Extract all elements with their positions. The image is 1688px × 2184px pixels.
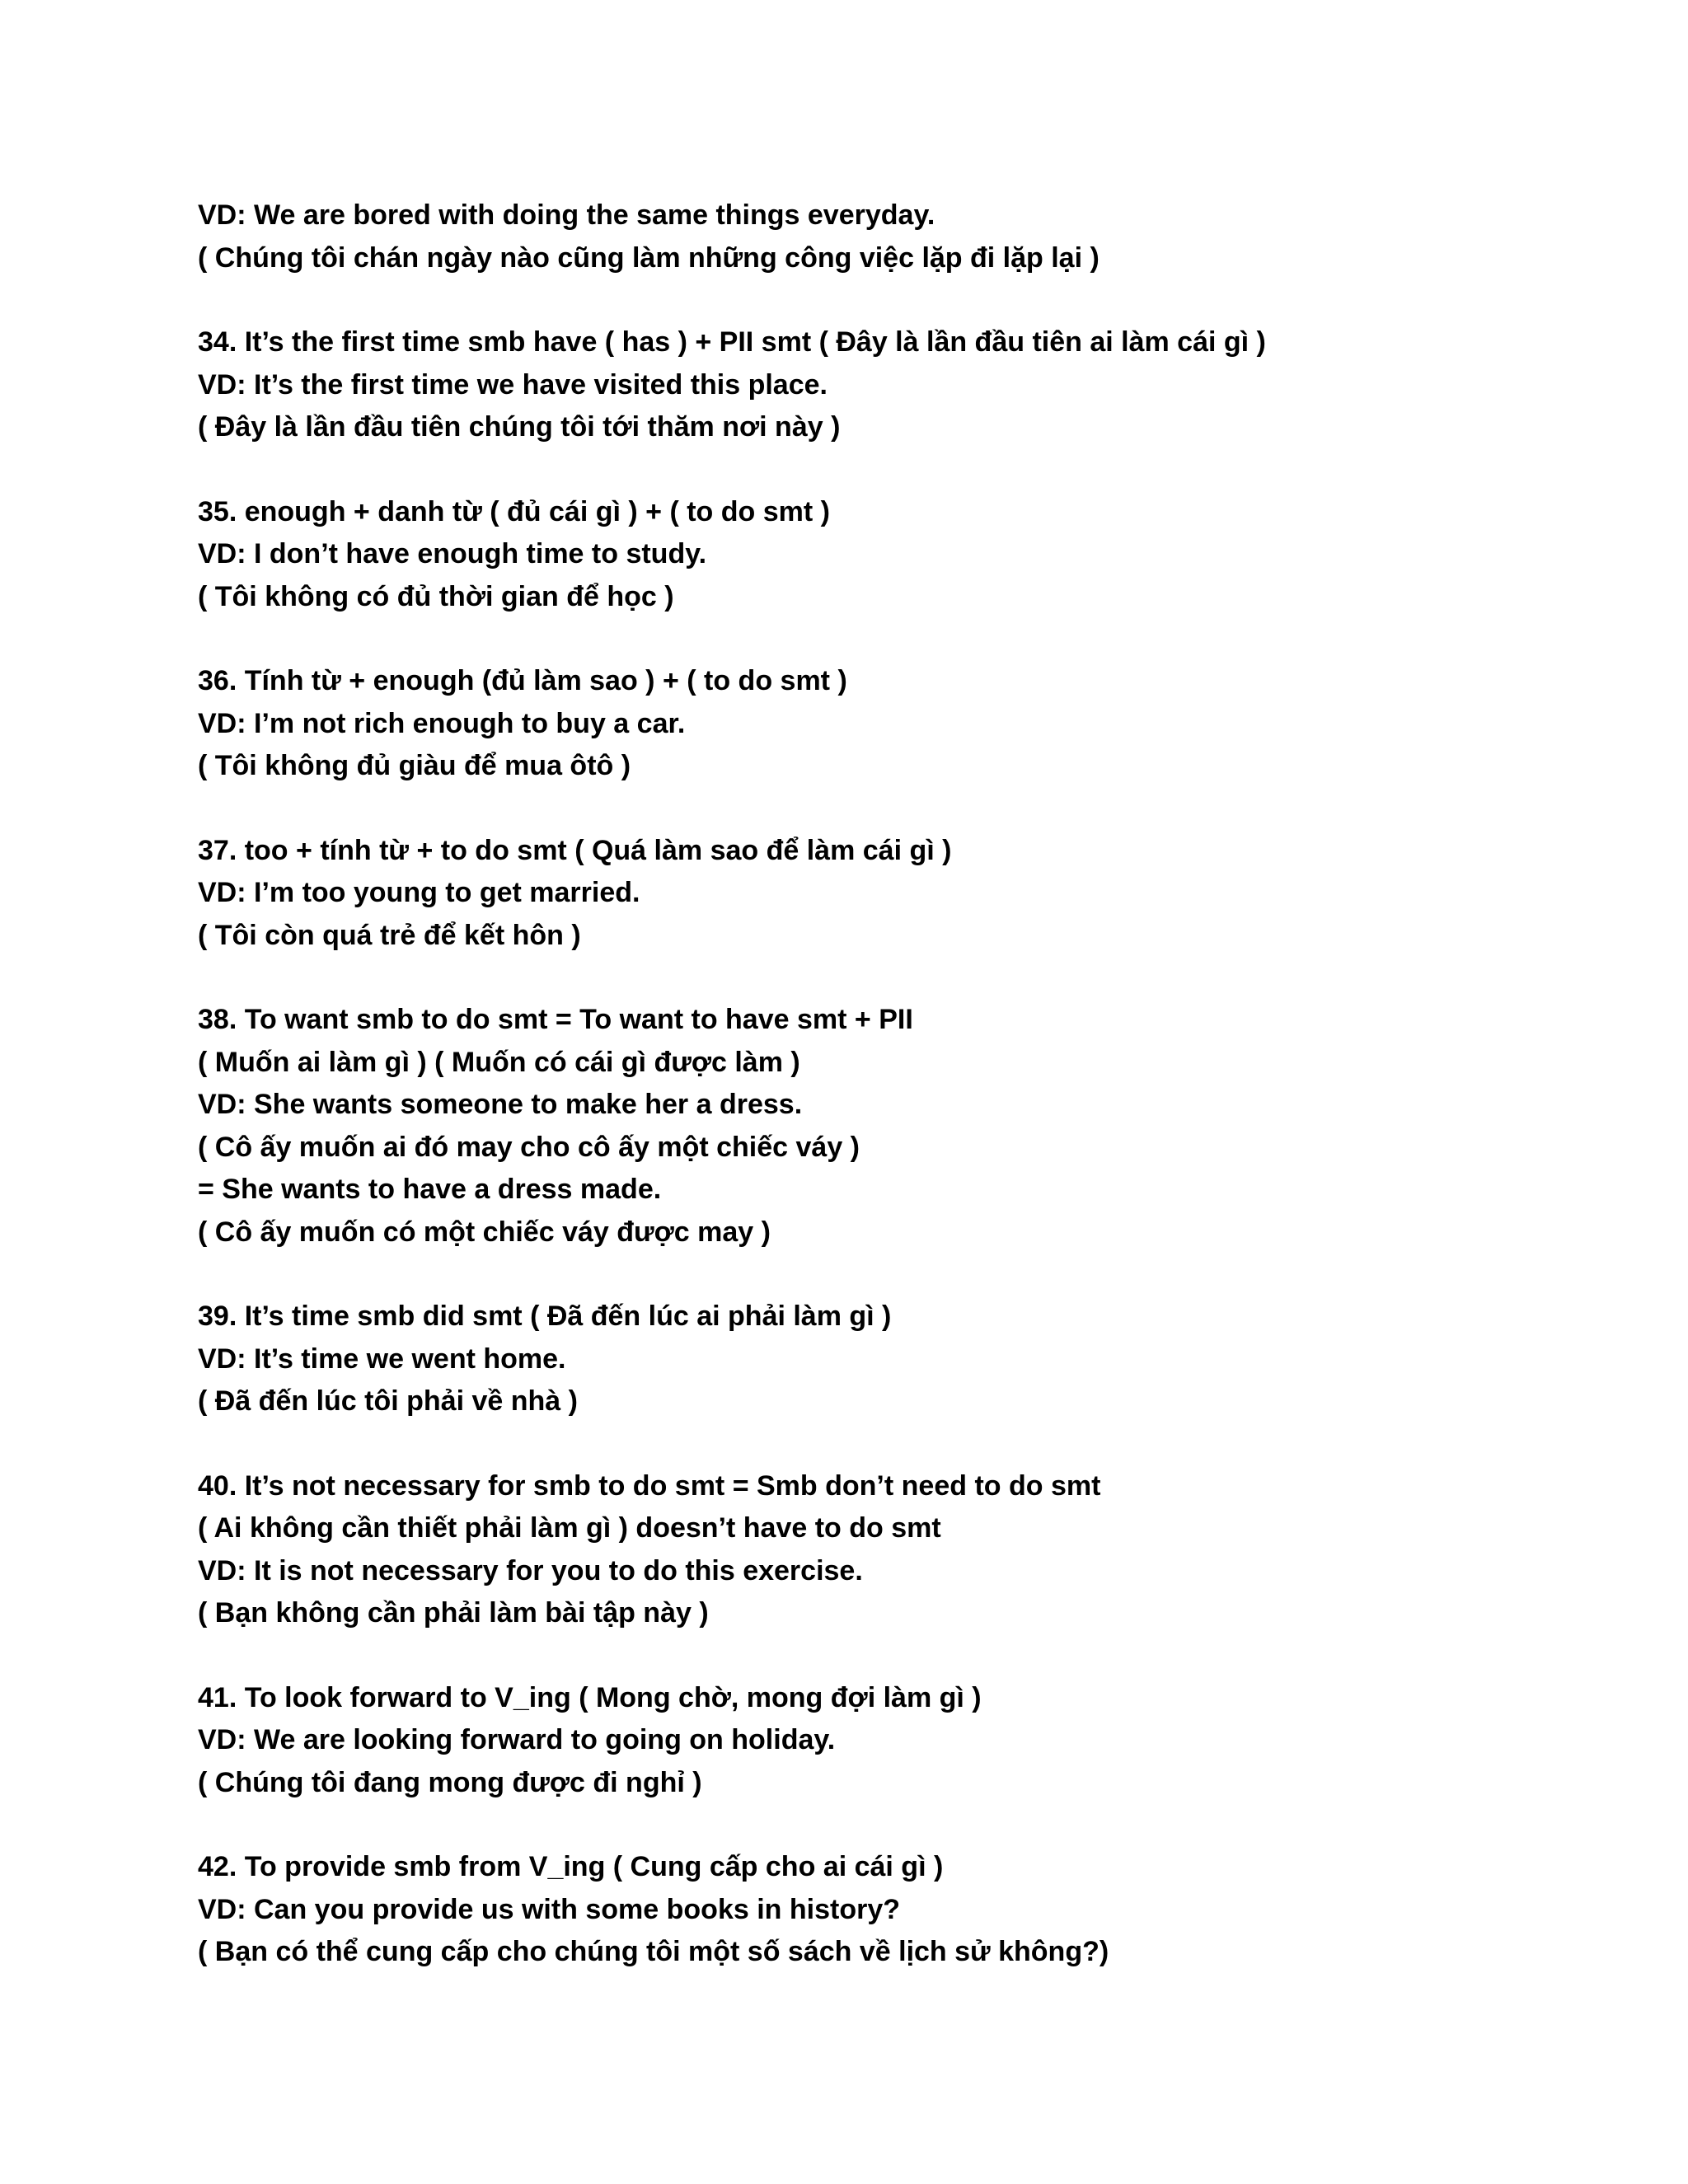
translation-line: ( Tôi không đủ giàu để mua ôtô ) bbox=[198, 750, 631, 781]
translation-line: ( Bạn có thể cung cấp cho chúng tôi một số sách về lịch sử không?) bbox=[198, 1936, 1109, 1967]
translation-line: ( Bạn không cần phải làm bài tập này ) bbox=[198, 1597, 709, 1629]
section-block bbox=[198, 321, 1599, 449]
rule-heading: 39. It’s time smb did smt ( Đã đến lúc ai phải làm gì ) bbox=[198, 1301, 892, 1332]
rule-heading: 42. To provide smb from V_ing ( Cung cấp cho ai cái gì ) bbox=[198, 1851, 944, 1882]
example-sentence: VD: It’s the first time we have visited this place. bbox=[198, 368, 828, 401]
example-sentence: VD: It’s time we went home. bbox=[198, 1343, 566, 1375]
translation-line: ( Chúng tôi đang mong được đi nghỉ ) bbox=[198, 1766, 702, 1798]
translation-line: ( Đã đến lúc tôi phải về nhà ) bbox=[198, 1385, 578, 1417]
example-sentence: VD: She wants someone to make her a dress. bbox=[198, 1089, 803, 1120]
rule-meaning: ( Muốn ai làm gì ) ( Muốn có cái gì được làm ) bbox=[198, 1046, 800, 1078]
section-block bbox=[198, 1296, 1599, 1423]
example-sentence: VD: We are bored with doing the same things everyday. bbox=[198, 199, 935, 231]
rule-heading: 34. It’s the first time smb have ( has ) + PII smt ( Đây là lần đầu tiên ai làm cái gì ) bbox=[198, 326, 1266, 358]
rule-heading: 37. too + tính từ + to do smt ( Quá làm sao để làm cái gì ) bbox=[198, 834, 952, 866]
section-block bbox=[198, 660, 1599, 788]
example-sentence: VD: I’m too young to get married. bbox=[198, 877, 640, 908]
translation-line: ( Đây là lần đầu tiên chúng tôi tới thăm nơi này ) bbox=[198, 411, 841, 443]
section-block bbox=[198, 491, 1599, 619]
section-block bbox=[198, 1465, 1599, 1635]
translation-line: ( Tôi còn quá trẻ để kết hôn ) bbox=[198, 919, 581, 951]
example-sentence: VD: Can you provide us with some books in history? bbox=[198, 1893, 900, 1925]
section-block bbox=[198, 830, 1599, 958]
example-sentence: VD: It is not necessary for you to do this exercise. bbox=[198, 1554, 863, 1586]
example-sentence: VD: We are looking forward to going on holiday. bbox=[198, 1724, 836, 1755]
rule-heading: 41. To look forward to V_ing ( Mong chờ, mong đợi làm gì ) bbox=[198, 1681, 982, 1713]
translation-line: ( Cô ấy muốn ai đó may cho cô ấy một chiếc váy ) bbox=[198, 1131, 860, 1163]
section-block bbox=[198, 1677, 1599, 1805]
rule-heading: 36. Tính từ + enough (đủ làm sao ) + ( to do smt ) bbox=[198, 665, 847, 696]
example-sentence: VD: I don’t have enough time to study. bbox=[198, 538, 707, 569]
document-page bbox=[198, 194, 1599, 2016]
translation-line: ( Chúng tôi chán ngày nào cũng làm những công việc lặp đi lặp lại ) bbox=[198, 241, 1100, 274]
section-block bbox=[198, 999, 1599, 1254]
rule-heading: 35. enough + danh từ ( đủ cái gì ) + ( to do smt ) bbox=[198, 495, 830, 527]
section-block bbox=[198, 1846, 1599, 1974]
translation-line: ( Tôi không có đủ thời gian để học ) bbox=[198, 580, 674, 612]
translation-line: ( Cô ấy muốn có một chiếc váy được may ) bbox=[198, 1216, 771, 1248]
example-sentence: VD: I’m not rich enough to buy a car. bbox=[198, 707, 686, 739]
section-block bbox=[198, 194, 1599, 279]
rule-heading: 38. To want smb to do smt = To want to have smt + PII bbox=[198, 1004, 913, 1035]
rule-meaning: ( Ai không cần thiết phải làm gì ) doesn’t have to do smt bbox=[198, 1512, 941, 1544]
rule-heading: 40. It’s not necessary for smb to do smt = Smb don’t need to do smt bbox=[198, 1469, 1101, 1502]
equivalent-sentence: = She wants to have a dress made. bbox=[198, 1174, 662, 1205]
